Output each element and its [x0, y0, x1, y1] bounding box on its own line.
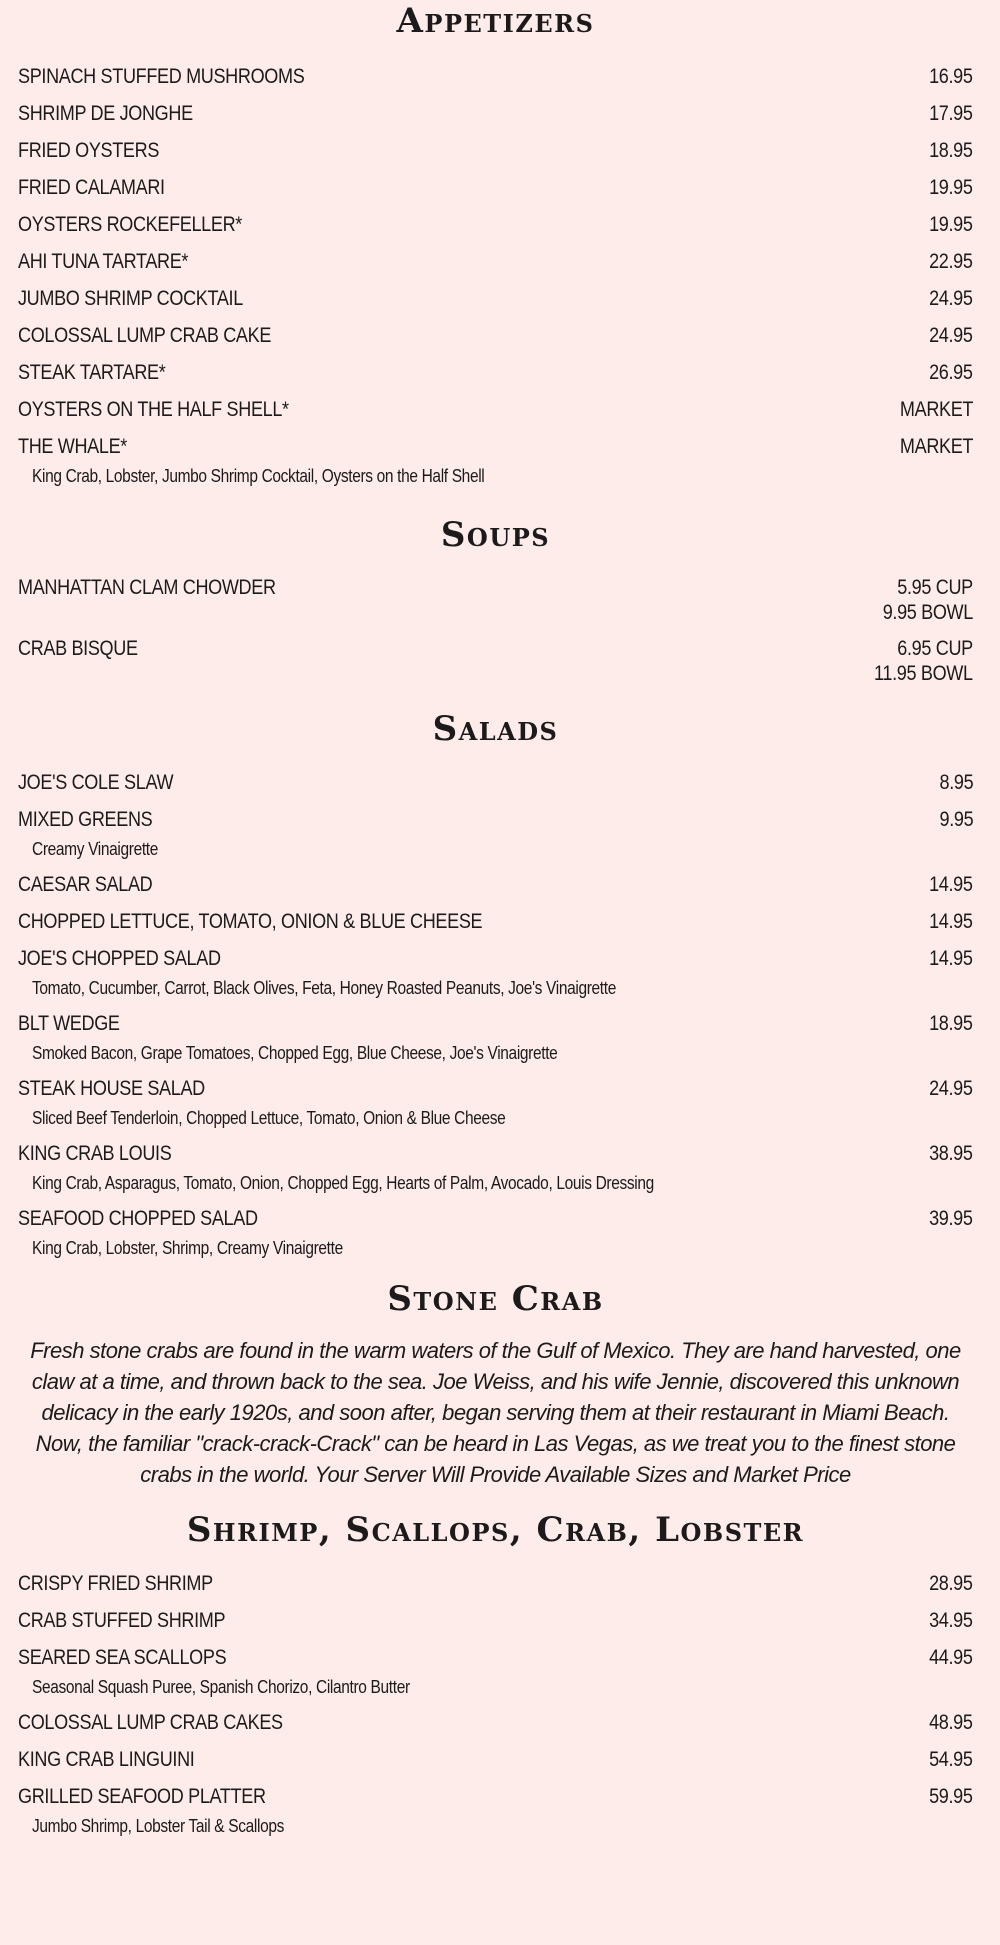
price-line [922, 1784, 973, 1809]
menu-item-description-text: Tomato, Cucumber, Carrot, Black Olives, Feta, Honey Roasted Peanuts, Joe's Vinaigrette [32, 978, 616, 998]
menu-item-price [922, 360, 973, 385]
menu-item-row [18, 323, 973, 348]
price-line [922, 1076, 973, 1101]
menu-item-name [18, 175, 189, 200]
menu-item [18, 397, 973, 422]
menu-item-name [18, 636, 157, 661]
price-line [922, 286, 973, 311]
price-line [868, 600, 973, 625]
price-value: 9.95 BOWL [882, 601, 973, 624]
price-line [934, 807, 973, 832]
menu-item-name [18, 1645, 260, 1670]
menu-item-row [18, 175, 973, 200]
menu-item-name-text: FRIED OYSTERS [18, 139, 160, 162]
menu-item [18, 1608, 973, 1633]
menu-item [18, 1747, 973, 1772]
section-title: Soups [440, 515, 551, 555]
price-value: 24.95 [929, 287, 973, 310]
menu-item-name [18, 1710, 326, 1735]
menu-item-name [18, 1206, 297, 1231]
menu-item [18, 1076, 973, 1129]
menu-item-description [18, 1172, 973, 1194]
menu-item-price [934, 770, 973, 795]
menu-item-description-text: King Crab, Lobster, Shrimp, Creamy Vinaigrette [32, 1238, 343, 1258]
menu-item-name-text: JOE'S CHOPPED SALAD [18, 947, 221, 970]
menu-item-price [922, 212, 973, 237]
price-line [922, 101, 973, 126]
menu-item-price [922, 1206, 973, 1231]
price-line [888, 434, 973, 459]
menu-item-price [922, 1645, 973, 1670]
menu-item-row [18, 636, 973, 686]
menu-item-name-text: GRILLED SEAFOOD PLATTER [18, 1785, 266, 1808]
menu-item-name [18, 101, 221, 126]
menu-item-row [18, 1710, 973, 1735]
menu-item-name-text: COLOSSAL LUMP CRAB CAKES [18, 1711, 283, 1734]
menu-item-price [934, 807, 973, 832]
price-line [922, 175, 973, 200]
menu-item-name [18, 434, 145, 459]
menu-item-price [922, 1076, 973, 1101]
menu-item-name-text: BLT WEDGE [18, 1012, 120, 1035]
menu-item-row [18, 1076, 973, 1101]
price-line [868, 575, 973, 600]
menu-item-row [18, 1571, 973, 1596]
price-value: 34.95 [929, 1609, 973, 1632]
menu-item-name-text: FRIED CALAMARI [18, 176, 165, 199]
price-value: 22.95 [929, 250, 973, 273]
price-value: 17.95 [929, 102, 973, 125]
menu-item [18, 434, 973, 487]
item-list [18, 770, 973, 1259]
price-line [922, 1141, 973, 1166]
price-value: 11.95 BOWL [874, 662, 973, 685]
price-line [888, 397, 973, 422]
menu-item-name [18, 249, 216, 274]
menu-item-price [922, 138, 973, 163]
menu-item-price [922, 101, 973, 126]
price-value: 24.95 [929, 324, 973, 347]
menu-item-name-text: CRAB STUFFED SHRIMP [18, 1609, 226, 1632]
item-list [18, 575, 973, 686]
menu-item-row [18, 872, 973, 897]
menu-item [18, 636, 973, 686]
menu-item [18, 946, 973, 999]
section-soups [18, 515, 973, 686]
price-value: 26.95 [929, 361, 973, 384]
menu-item [18, 909, 973, 934]
menu-item-name-text: STEAK TARTARE* [18, 361, 166, 384]
menu-item-name [18, 138, 182, 163]
price-value: MARKET [899, 435, 973, 458]
menu-item-row [18, 101, 973, 126]
menu-item-name [18, 1784, 306, 1809]
section-title: Appetizers [396, 1, 595, 41]
menu-item-row [18, 212, 973, 237]
menu-item-price [922, 1011, 973, 1036]
menu-item-description [18, 1676, 973, 1698]
menu-item [18, 249, 973, 274]
menu-item [18, 1710, 973, 1735]
price-value: 54.95 [929, 1748, 973, 1771]
menu-item-row [18, 434, 973, 459]
price-value: 48.95 [929, 1711, 973, 1734]
menu-item-name-text: CHOPPED LETTUCE, TOMATO, ONION & BLUE CHEESE [18, 910, 483, 933]
menu-item-row [18, 909, 973, 934]
menu-item [18, 212, 973, 237]
price-line [922, 360, 973, 385]
price-line [922, 249, 973, 274]
menu-item [18, 1645, 973, 1698]
menu-item [18, 1141, 973, 1194]
price-value: 28.95 [929, 1572, 973, 1595]
menu-item-row [18, 1608, 973, 1633]
price-line [922, 1608, 973, 1633]
menu-item-name-text: KING CRAB LINGUINI [18, 1748, 195, 1771]
price-value: 44.95 [929, 1646, 973, 1669]
menu-item-row [18, 1011, 973, 1036]
price-value: 18.95 [929, 139, 973, 162]
menu-item [18, 175, 973, 200]
menu-item-price [922, 175, 973, 200]
menu-item [18, 64, 973, 89]
menu-item-name [18, 360, 189, 385]
menu-item-row [18, 1784, 973, 1809]
menu-item [18, 1206, 973, 1259]
menu-item-name-text: SEARED SEA SCALLOPS [18, 1646, 227, 1669]
menu-item-description [18, 977, 973, 999]
price-line [922, 323, 973, 348]
price-value: 59.95 [929, 1785, 973, 1808]
menu-item [18, 360, 973, 385]
menu-item-name-text: CRAB BISQUE [18, 637, 138, 660]
menu-item-row [18, 64, 973, 89]
menu-item-price [888, 434, 973, 459]
price-value: 5.95 CUP [897, 576, 973, 599]
menu-item [18, 872, 973, 897]
price-value: 18.95 [929, 1012, 973, 1035]
menu-item-name-text: SHRIMP DE JONGHE [18, 102, 193, 125]
menu-item-name-text: JUMBO SHRIMP COCKTAIL [18, 287, 243, 310]
menu-item-row [18, 1645, 973, 1670]
menu-item-description [18, 1815, 973, 1837]
price-line [858, 636, 973, 661]
menu-item-row [18, 807, 973, 832]
menu-item [18, 323, 973, 348]
menu-item-description-text: Seasonal Squash Puree, Spanish Chorizo, Cilantro Butter [32, 1677, 410, 1697]
menu-item-row [18, 138, 973, 163]
menu-item-name [18, 1141, 196, 1166]
menu-item-price [888, 397, 973, 422]
menu-item-price [858, 636, 973, 686]
menu-item-row [18, 286, 973, 311]
menu-item-name-text: STEAK HOUSE SALAD [18, 1077, 205, 1100]
section-salads [18, 709, 973, 1259]
menu-item-price [922, 1608, 973, 1633]
menu-item-description [18, 838, 973, 860]
menu-item-price [922, 909, 973, 934]
menu-item-name [18, 286, 280, 311]
menu-item [18, 1784, 973, 1837]
price-line [858, 661, 973, 686]
item-list [18, 64, 973, 487]
menu-item-price [922, 946, 973, 971]
menu-item-row [18, 946, 973, 971]
price-value: 39.95 [929, 1207, 973, 1230]
menu-item-name [18, 64, 351, 89]
menu-item-price [922, 1141, 973, 1166]
section-title: Stone Crab [387, 1279, 604, 1319]
menu-item-name [18, 909, 558, 934]
menu-item-name [18, 807, 174, 832]
price-line [922, 1011, 973, 1036]
menu-item-name-text: JOE'S COLE SLAW [18, 771, 174, 794]
menu-item-row [18, 1747, 973, 1772]
menu-item-description [18, 1107, 973, 1129]
menu-item-description-text: King Crab, Lobster, Jumbo Shrimp Cocktail, Oysters on the Half Shell [32, 466, 485, 486]
price-value: 24.95 [929, 1077, 973, 1100]
price-line [922, 64, 973, 89]
menu-item-name-text: OYSTERS ON THE HALF SHELL* [18, 398, 289, 421]
menu-item-name-text: THE WHALE* [18, 435, 127, 458]
menu-item-name-text: AHI TUNA TARTARE* [18, 250, 189, 273]
menu-item-row [18, 249, 973, 274]
menu-item [18, 1011, 973, 1064]
menu-item-price [922, 872, 973, 897]
menu-item-name-text: MANHATTAN CLAM CHOWDER [18, 576, 276, 599]
section-appetizers [18, 0, 973, 487]
menu-item-name-text: CRISPY FRIED SHRIMP [18, 1572, 213, 1595]
price-line [922, 1571, 973, 1596]
menu-item-name [18, 1011, 136, 1036]
menu-item-description-text: Jumbo Shrimp, Lobster Tail & Scallops [32, 1816, 284, 1836]
menu-item-name [18, 575, 318, 600]
menu-item-price [922, 1747, 973, 1772]
menu-item-name [18, 397, 333, 422]
price-line [934, 770, 973, 795]
menu-item-price [922, 249, 973, 274]
menu-item-name-text: OYSTERS ROCKEFELLER* [18, 213, 242, 236]
menu-item [18, 101, 973, 126]
menu-item-name-text: CAESAR SALAD [18, 873, 153, 896]
menu-item-name-text: SPINACH STUFFED MUSHROOMS [18, 65, 305, 88]
menu-item-name-text: COLOSSAL LUMP CRAB CAKE [18, 324, 272, 347]
menu-item-name [18, 323, 312, 348]
menu-item-price [922, 1784, 973, 1809]
menu-item-description [18, 465, 973, 487]
menu-item-description [18, 1042, 973, 1064]
price-line [922, 872, 973, 897]
menu-item-price [922, 1571, 973, 1596]
stone-crab-intro: Fresh stone crabs are found in the warm waters of the Gulf of Mexico. They are hand harvested, one claw at a time, and thrown back to the sea. Joe Weiss, and his wife Jennie, discovered this unknown delicacy in the early 1920s, and soon after, began serving them at their restaurant in Miami Beach. Now, the familiar "crack-crack-Crack" can be heard in Las Vegas, as we treat you to the finest stone crabs in the world. Your Server Will Provide Available Sizes and Market Price [30, 1338, 961, 1487]
menu-item-description-text: Smoked Bacon, Grape Tomatoes, Chopped Egg, Blue Cheese, Joe's Vinaigrette [32, 1043, 558, 1063]
price-value: 19.95 [929, 176, 973, 199]
menu-item [18, 138, 973, 163]
menu-item-row [18, 397, 973, 422]
menu-item [18, 1571, 973, 1596]
price-value: 14.95 [929, 947, 973, 970]
menu-item-name [18, 872, 174, 897]
menu-item [18, 807, 973, 860]
section-title: Salads [432, 709, 559, 749]
menu-item-description-text: Creamy Vinaigrette [32, 839, 159, 859]
price-value: 14.95 [929, 873, 973, 896]
price-value: 9.95 [939, 808, 973, 831]
menu-item-row [18, 1141, 973, 1166]
menu-item-price [868, 575, 973, 625]
menu-item-name [18, 1608, 259, 1633]
menu-item-description-text: King Crab, Asparagus, Tomato, Onion, Chopped Egg, Hearts of Palm, Avocado, Louis Dressing [32, 1173, 654, 1193]
price-value: 6.95 CUP [897, 637, 973, 660]
menu-item-name [18, 1076, 235, 1101]
price-value: 38.95 [929, 1142, 973, 1165]
price-value: MARKET [899, 398, 973, 421]
section-shrimp-scallops-crab-lobster [18, 1510, 973, 1837]
menu-item-row [18, 575, 973, 625]
menu-item-row [18, 770, 973, 795]
menu-item [18, 286, 973, 311]
price-value: 16.95 [929, 65, 973, 88]
menu-item-name-text: SEAFOOD CHOPPED SALAD [18, 1207, 258, 1230]
price-line [922, 946, 973, 971]
item-list [18, 1571, 973, 1837]
menu-item-name [18, 1571, 245, 1596]
menu-item [18, 575, 973, 625]
price-value: 14.95 [929, 910, 973, 933]
menu-item-price [922, 286, 973, 311]
menu-item-name [18, 212, 278, 237]
price-line [922, 212, 973, 237]
menu-item-name [18, 1747, 223, 1772]
price-value: 19.95 [929, 213, 973, 236]
price-line [922, 1747, 973, 1772]
price-line [922, 1710, 973, 1735]
menu-item-price [922, 1710, 973, 1735]
price-line [922, 909, 973, 934]
section-title: Shrimp, Scallops, Crab, Lobster [186, 1510, 805, 1550]
menu-item-price [922, 64, 973, 89]
menu-item-price [922, 323, 973, 348]
menu-item-name-text: KING CRAB LOUIS [18, 1142, 172, 1165]
menu-item-name-text: MIXED GREENS [18, 808, 153, 831]
menu-item-row [18, 1206, 973, 1231]
menu-item-name [18, 770, 198, 795]
price-line [922, 1645, 973, 1670]
price-value: 8.95 [939, 771, 973, 794]
menu-item-description-text: Sliced Beef Tenderloin, Chopped Lettuce, Tomato, Onion & Blue Cheese [32, 1108, 506, 1128]
menu-item [18, 770, 973, 795]
price-line [922, 1206, 973, 1231]
price-line [922, 138, 973, 163]
menu-item-row [18, 360, 973, 385]
section-stone-crab [18, 1279, 973, 1490]
menu-item-description [18, 1237, 973, 1259]
menu-item-name [18, 946, 254, 971]
